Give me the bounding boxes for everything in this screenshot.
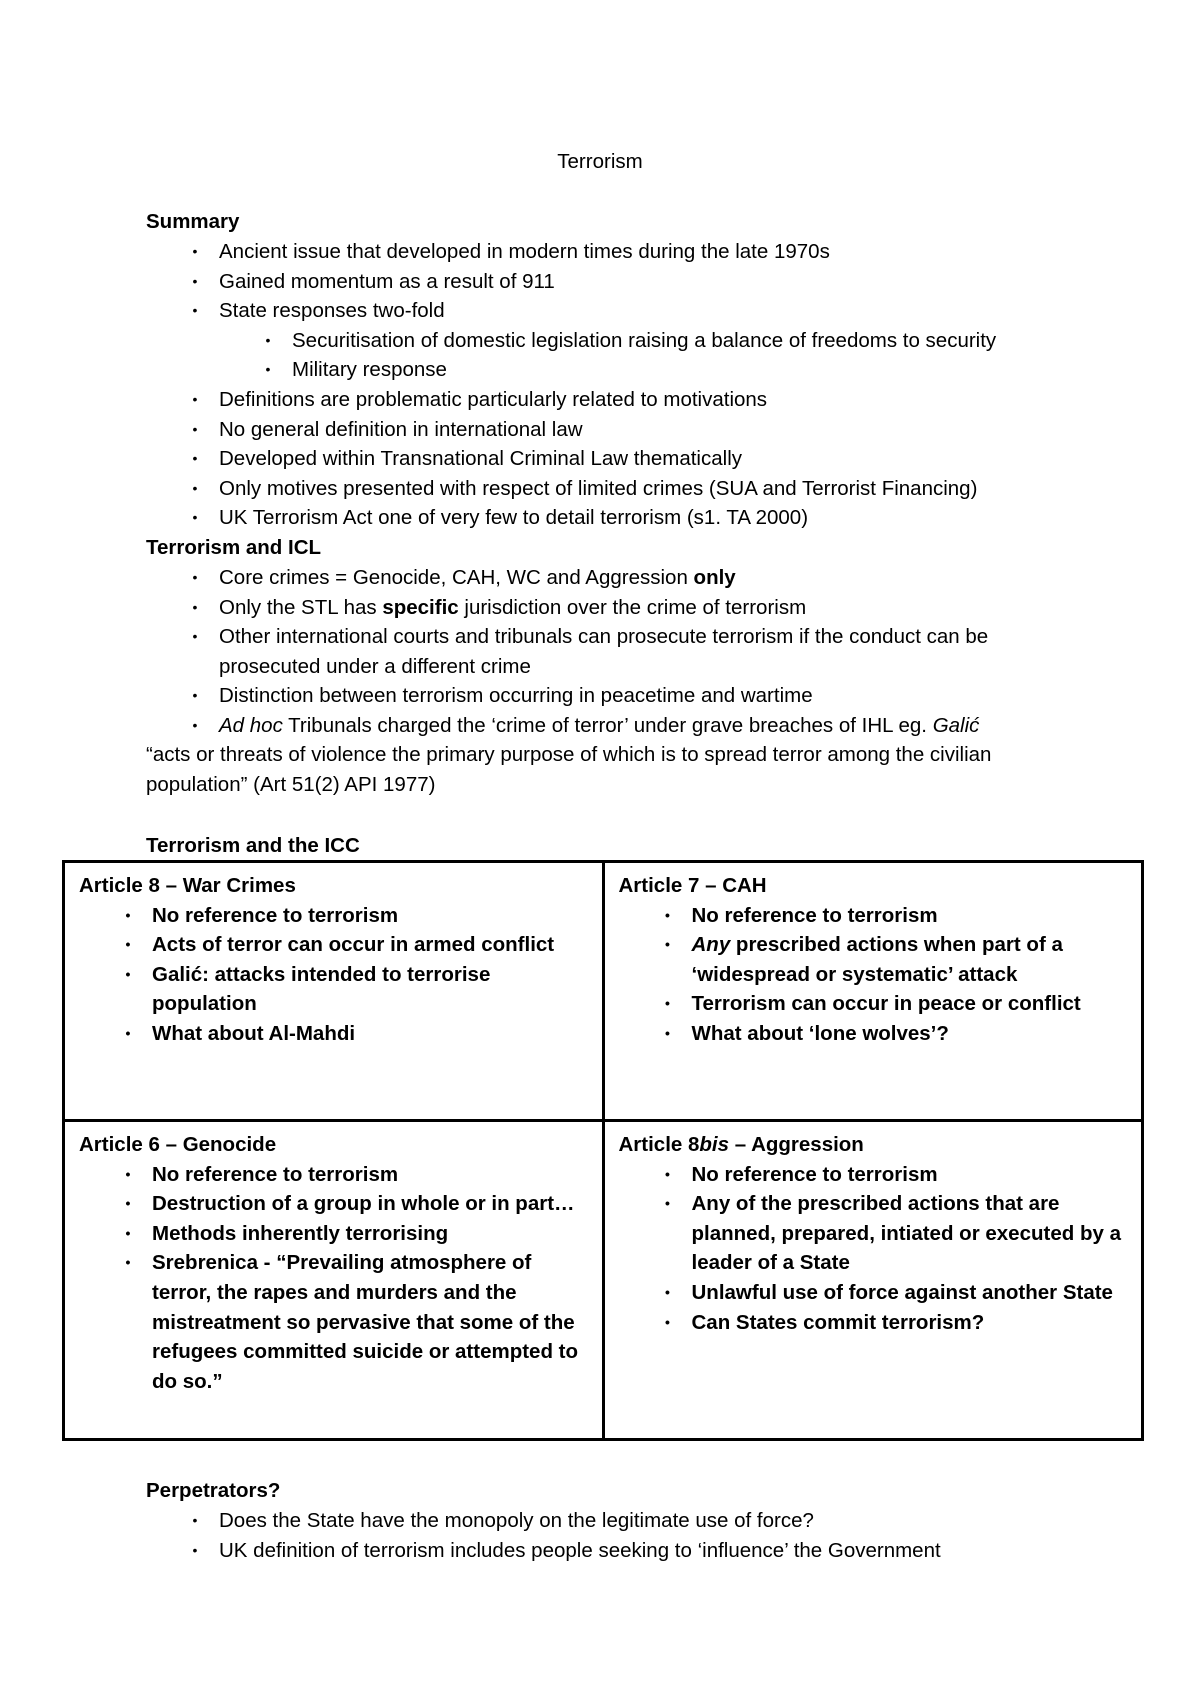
- list-item: • UK Terrorism Act one of very few to detail terrorism (s1. TA 2000): [219, 503, 996, 533]
- api-quote: “acts or threats of violence the primary purpose of which is to spread terror among the civilian population” (Art 51(2) API 1977): [146, 743, 992, 796]
- list-item: • State responses two-fold • Securitisation of domestic legislation raising a balance of freedoms to security • Military response: [219, 296, 996, 385]
- bullet-icon: •: [665, 1024, 670, 1041]
- bullet-icon: •: [192, 687, 198, 704]
- bullet-icon: •: [125, 936, 131, 953]
- list-item: • Only motives presented with respect of limited crimes (SUA and Terrorist Financing): [219, 474, 996, 504]
- icl-list: [192, 563, 1079, 741]
- bullet-icon: •: [192, 1512, 198, 1528]
- bullet-icon: •: [125, 1024, 131, 1041]
- bullet-icon: •: [125, 1224, 131, 1241]
- art8bis-list: [619, 1160, 1130, 1338]
- list-item: • Only the STL has specific jurisdiction over the crime of terrorism: [219, 593, 1079, 623]
- bullet-icon: •: [665, 1165, 670, 1182]
- bullet-icon: •: [192, 390, 198, 407]
- bullet-icon: •: [665, 906, 670, 923]
- bullet-icon: •: [192, 450, 198, 467]
- art7-list: [619, 901, 1130, 1049]
- perpetrators-heading: Perpetrators?: [146, 1479, 281, 1502]
- icl-heading: Terrorism and ICL: [146, 536, 322, 559]
- list-item: • Ancient issue that developed in modern times during the late 1970s: [219, 237, 996, 267]
- perpetrators-list: [192, 1506, 941, 1565]
- icc-heading: Terrorism and the ICC: [146, 834, 360, 857]
- list-item: • No general definition in international law: [219, 415, 996, 445]
- list-item: • Other international courts and tribunals can prosecute terrorism if the conduct can be prosecuted under a different crime: [219, 622, 1079, 681]
- list-item: • No reference to terrorism: [692, 1160, 1130, 1190]
- list-item: • Any prescribed actions when part of a ‘widespread or systematic’ attack: [692, 930, 1130, 989]
- list-item: • Methods inherently terrorising: [152, 1219, 590, 1249]
- bullet-icon: •: [192, 1541, 198, 1558]
- list-item: • Any of the prescribed actions that are planned, prepared, intiated or executed by a leader of a State: [692, 1189, 1130, 1278]
- sub-list-item: • Military response: [219, 355, 996, 385]
- bullet-icon: •: [665, 1283, 670, 1300]
- summary-heading: Summary: [146, 210, 240, 233]
- list-item: • Galić: attacks intended to terrorise population: [152, 960, 590, 1019]
- art7-title: Article 7 – CAH: [618, 874, 767, 897]
- list-item: • Distinction between terrorism occurring in peacetime and wartime: [219, 681, 1079, 711]
- list-item: • Srebrenica - “Prevailing atmosphere of terror, the rapes and murders and the mistreatment so pervasive that some of the refugees committed suicide or attempted to do so.”: [152, 1248, 590, 1396]
- bullet-icon: •: [125, 1195, 131, 1212]
- art6-cell: [64, 1121, 604, 1440]
- bullet-icon: •: [192, 479, 198, 496]
- list-item: • UK definition of terrorism includes people seeking to ‘influence’ the Government: [219, 1536, 941, 1566]
- art8bis-title: Article 8bis – Aggression: [618, 1133, 864, 1156]
- list-item: • Terrorism can occur in peace or conflict: [692, 989, 1130, 1019]
- bullet-icon: •: [192, 716, 198, 733]
- bullet-icon: •: [125, 1165, 131, 1182]
- bullet-icon: •: [125, 1254, 131, 1271]
- page-title: Terrorism: [557, 150, 643, 173]
- list-item: • Definitions are problematic particularly related to motivations: [219, 385, 996, 415]
- bullet-icon: •: [265, 361, 271, 378]
- sub-list: [219, 326, 996, 385]
- bullet-icon: •: [265, 331, 271, 348]
- art8-list: [79, 901, 590, 1049]
- bullet-icon: •: [192, 420, 198, 437]
- bullet-icon: •: [192, 272, 198, 289]
- list-item: • What about ‘lone wolves’?: [692, 1019, 1130, 1049]
- list-item: • Gained momentum as a result of 911: [219, 267, 996, 297]
- bullet-icon: •: [125, 906, 131, 923]
- list-item: • Unlawful use of force against another State: [692, 1278, 1130, 1308]
- art8-cell: [64, 862, 604, 1121]
- bullet-icon: •: [665, 1195, 670, 1212]
- list-item: • Can States commit terrorism?: [692, 1308, 1130, 1338]
- bullet-icon: •: [192, 509, 198, 526]
- list-item: • Acts of terror can occur in armed conflict: [152, 930, 590, 960]
- list-item: • Developed within Transnational Criminal Law thematically: [219, 444, 996, 474]
- icc-articles-table: [62, 860, 1144, 1441]
- list-item: • What about Al-Mahdi: [152, 1019, 590, 1049]
- sub-list-item: • Securitisation of domestic legislation raising a balance of freedoms to security: [219, 326, 996, 356]
- bullet-icon: •: [192, 243, 198, 259]
- bullet-icon: •: [192, 598, 198, 615]
- list-item: • Does the State have the monopoly on the legitimate use of force?: [219, 1506, 941, 1536]
- art8bis-cell: [603, 1121, 1143, 1440]
- list-item: • No reference to terrorism: [152, 1160, 590, 1190]
- bullet-icon: •: [665, 995, 670, 1012]
- list-item: • Core crimes = Genocide, CAH, WC and Aggression only: [219, 563, 1079, 593]
- bullet-icon: •: [192, 569, 198, 585]
- art6-title: Article 6 – Genocide: [79, 1133, 277, 1156]
- list-item: • No reference to terrorism: [692, 901, 1130, 931]
- bullet-icon: •: [192, 628, 198, 645]
- art6-list: [79, 1160, 590, 1397]
- summary-list: [192, 237, 997, 533]
- bullet-icon: •: [192, 302, 198, 319]
- art8-title: Article 8 – War Crimes: [79, 874, 296, 897]
- list-item: • No reference to terrorism: [152, 901, 590, 931]
- bullet-icon: •: [125, 965, 131, 982]
- art7-cell: [603, 862, 1143, 1121]
- bullet-icon: •: [665, 936, 670, 953]
- list-item: • Ad hoc Tribunals charged the ‘crime of terror’ under grave breaches of IHL eg. Galić: [219, 711, 1079, 741]
- list-item: • Destruction of a group in whole or in part…: [152, 1189, 590, 1219]
- bullet-icon: •: [665, 1313, 670, 1330]
